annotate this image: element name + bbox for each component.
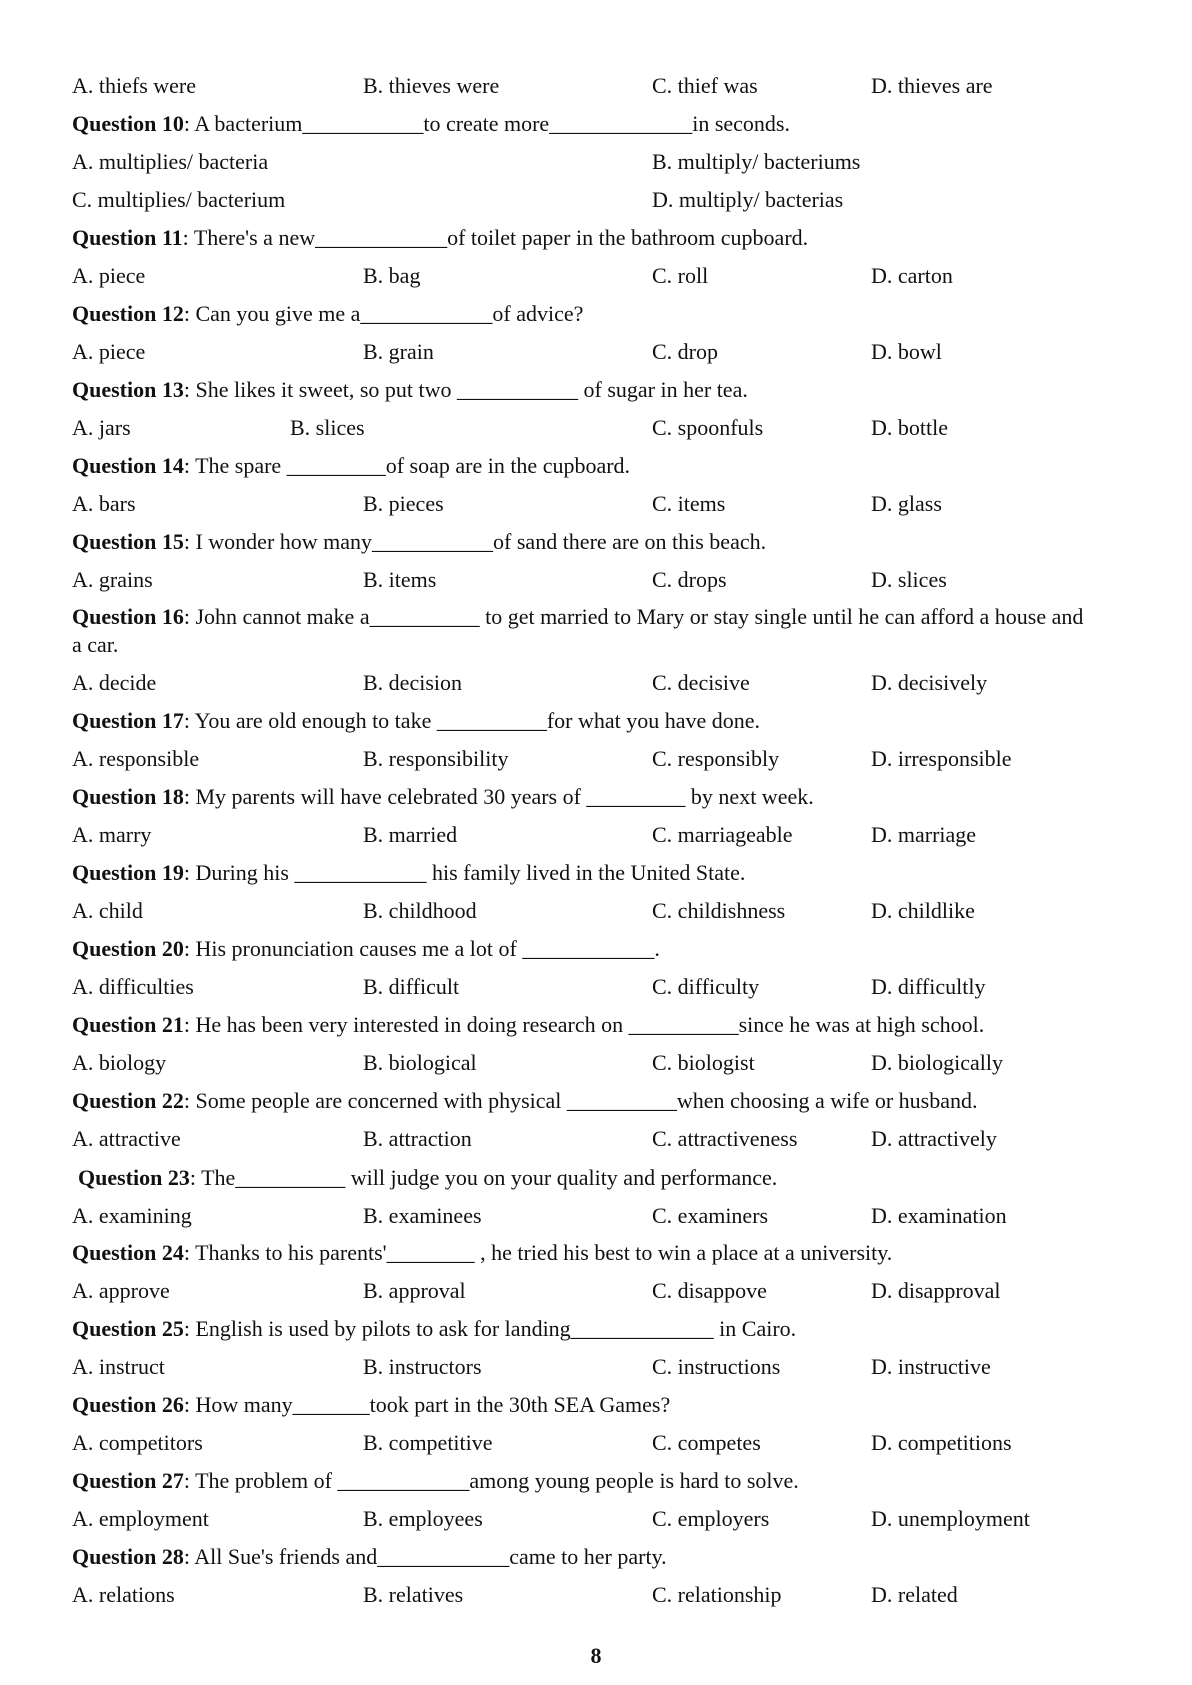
question-18: [72, 784, 814, 810]
question-15: [72, 529, 766, 555]
question-22: [72, 1088, 978, 1114]
question-label: Question 11: [72, 225, 183, 250]
question-label: Question 17: [72, 708, 184, 733]
question-text: : Some people are concerned with physical __________when choosing a wife or husband.: [183, 1088, 978, 1113]
option-d: D. biologically: [871, 1050, 1003, 1075]
question-11: [72, 225, 808, 251]
question-text: : How many_______took part in the 30th SEA Games?: [183, 1392, 671, 1417]
question-text: : There's a new____________of toilet paper in the bathroom cupboard.: [182, 225, 809, 250]
option-d: D. carton: [871, 263, 953, 288]
question-text: : All Sue's friends and____________came to her party.: [183, 1544, 667, 1569]
question-text: : My parents will have celebrated 30 years of _________ by next week.: [183, 784, 814, 809]
option-d: D. marriage: [871, 822, 977, 847]
option-a: A. responsible: [72, 746, 200, 771]
question-text: : The__________ will judge you on your quality and performance.: [189, 1165, 778, 1190]
option-b: B. responsibility: [363, 746, 509, 771]
option-d: D. thieves are: [871, 73, 993, 98]
question-text: : The spare _________of soap are in the cupboard.: [183, 453, 631, 478]
option-b: B. examinees: [363, 1203, 482, 1228]
option-b: B. married: [363, 822, 458, 847]
option-b: B. decision: [363, 670, 462, 695]
option-c: C. spoonfuls: [652, 415, 764, 440]
question-text: : English is used by pilots to ask for landing_____________ in Cairo.: [183, 1316, 797, 1341]
option-d: D. bottle: [871, 415, 948, 440]
option-c: C. drops: [652, 567, 727, 592]
question-13: [72, 377, 748, 403]
question-label: Question 15: [72, 529, 184, 554]
option-d: D. disapproval: [871, 1278, 1001, 1303]
question-label: Question 20: [72, 936, 184, 961]
question-label: Question 21: [72, 1012, 184, 1037]
option-d: D. competitions: [871, 1430, 1012, 1455]
question-21: [72, 1012, 984, 1038]
option-a: A. multiplies/ bacteria: [72, 149, 269, 174]
question-label: Question 16: [72, 604, 184, 629]
question-28: [72, 1544, 667, 1570]
question-27: [72, 1468, 799, 1494]
page-number: 8: [590, 1643, 602, 1668]
option-d: D. examination: [871, 1203, 1007, 1228]
option-d: D. decisively: [871, 670, 988, 695]
question-24: [72, 1240, 892, 1266]
question-label: Question 13: [72, 377, 184, 402]
option-a: A. examining: [72, 1203, 192, 1228]
option-d: D. unemployment: [871, 1506, 1030, 1531]
option-b: B. multiply/ bacteriums: [652, 149, 861, 174]
option-a: A. relations: [72, 1582, 175, 1607]
option-b: B. childhood: [363, 898, 477, 923]
question-20: [72, 936, 660, 962]
option-a: A. grains: [72, 567, 153, 592]
question-17: [72, 708, 760, 734]
question-label: Question 25: [72, 1316, 184, 1341]
question-label: Question 28: [72, 1544, 184, 1569]
option-b: B. relatives: [363, 1582, 464, 1607]
question-10: [72, 111, 790, 137]
question-16: [72, 603, 1092, 659]
option-a: A. piece: [72, 263, 146, 288]
question-label: Question 24: [72, 1240, 184, 1265]
option-d: D. instructive: [871, 1354, 991, 1379]
option-c: C. thief was: [652, 73, 758, 98]
option-c: C. childishness: [652, 898, 786, 923]
option-c: C. competes: [652, 1430, 761, 1455]
option-d: D. glass: [871, 491, 942, 516]
option-d: D. childlike: [871, 898, 975, 923]
option-a: A. difficulties: [72, 974, 194, 999]
question-26: [72, 1392, 670, 1418]
option-c: C. items: [652, 491, 726, 516]
option-a: A. employment: [72, 1506, 209, 1531]
question-23: [78, 1165, 777, 1191]
question-14: [72, 453, 630, 479]
option-b: B. approval: [363, 1278, 466, 1303]
option-c: C. difficulty: [652, 974, 760, 999]
question-text: : The problem of ____________among young people is hard to solve.: [183, 1468, 799, 1493]
option-a: A. instruct: [72, 1354, 165, 1379]
option-a: A. approve: [72, 1278, 170, 1303]
option-b: B. grain: [363, 339, 434, 364]
option-c: C. employers: [652, 1506, 770, 1531]
option-a: A. biology: [72, 1050, 167, 1075]
option-a: A. child: [72, 898, 143, 923]
question-text: : A bacterium___________to create more_____________in seconds.: [183, 111, 790, 136]
question-label: Question 10: [72, 111, 184, 136]
option-c: C. disappove: [652, 1278, 767, 1303]
option-d: D. attractively: [871, 1126, 997, 1151]
question-text: : John cannot make a__________ to get married to Mary or stay single until he can afford a house and a car.: [72, 604, 1084, 657]
option-b: B. items: [363, 567, 437, 592]
option-a: A. decide: [72, 670, 157, 695]
option-b: B. instructors: [363, 1354, 482, 1379]
option-d: D. related: [871, 1582, 958, 1607]
option-c: C. marriageable: [652, 822, 793, 847]
question-19: [72, 860, 745, 886]
option-c: C. multiplies/ bacterium: [72, 187, 286, 212]
option-c: C. drop: [652, 339, 718, 364]
option-c: C. roll: [652, 263, 709, 288]
option-c: C. responsibly: [652, 746, 780, 771]
option-a: A. competitors: [72, 1430, 203, 1455]
option-b: B. slices: [290, 415, 365, 440]
question-text: : I wonder how many___________of sand there are on this beach.: [183, 529, 767, 554]
option-d: D. bowl: [871, 339, 942, 364]
question-text: : During his ____________ his family lived in the United State.: [183, 860, 746, 885]
question-text: : You are old enough to take __________for what you have done.: [183, 708, 761, 733]
question-label: Question 22: [72, 1088, 184, 1113]
question-text: : Can you give me a____________of advice?: [183, 301, 584, 326]
question-label: Question 14: [72, 453, 184, 478]
option-d: D. multiply/ bacterias: [652, 187, 844, 212]
option-d: D. slices: [871, 567, 947, 592]
option-c: C. attractiveness: [652, 1126, 798, 1151]
option-a: A. piece: [72, 339, 146, 364]
question-label: Question 27: [72, 1468, 184, 1493]
option-a: A. bars: [72, 491, 136, 516]
question-text: : She likes it sweet, so put two ___________ of sugar in her tea.: [183, 377, 748, 402]
option-a: A. attractive: [72, 1126, 181, 1151]
option-c: C. decisive: [652, 670, 750, 695]
question-label: Question 26: [72, 1392, 184, 1417]
option-d: D. difficultly: [871, 974, 986, 999]
option-c: C. instructions: [652, 1354, 781, 1379]
question-label: Question 19: [72, 860, 184, 885]
question-label: Question 18: [72, 784, 184, 809]
option-a: A. marry: [72, 822, 152, 847]
question-12: [72, 301, 583, 327]
option-b: B. difficult: [363, 974, 460, 999]
option-c: C. biologist: [652, 1050, 755, 1075]
question-label: Question 12: [72, 301, 184, 326]
option-b: B. biological: [363, 1050, 477, 1075]
option-b: B. bag: [363, 263, 421, 288]
option-b: B. employees: [363, 1506, 483, 1531]
option-b: B. pieces: [363, 491, 444, 516]
question-text: : He has been very interested in doing research on __________since he was at high school.: [183, 1012, 985, 1037]
question-text: : Thanks to his parents'________ , he tried his best to win a place at a university.: [183, 1240, 893, 1265]
option-b: B. competitive: [363, 1430, 493, 1455]
question-25: [72, 1316, 796, 1342]
option-c: C. examiners: [652, 1203, 769, 1228]
option-b: B. attraction: [363, 1126, 472, 1151]
option-d: D. irresponsible: [871, 746, 1012, 771]
option-c: C. relationship: [652, 1582, 782, 1607]
option-a: A. jars: [72, 415, 131, 440]
option-a: A. thiefs were: [72, 73, 197, 98]
option-b: B. thieves were: [363, 73, 500, 98]
question-text: : His pronunciation causes me a lot of ____________.: [183, 936, 660, 961]
question-label: Question 23: [78, 1165, 190, 1190]
